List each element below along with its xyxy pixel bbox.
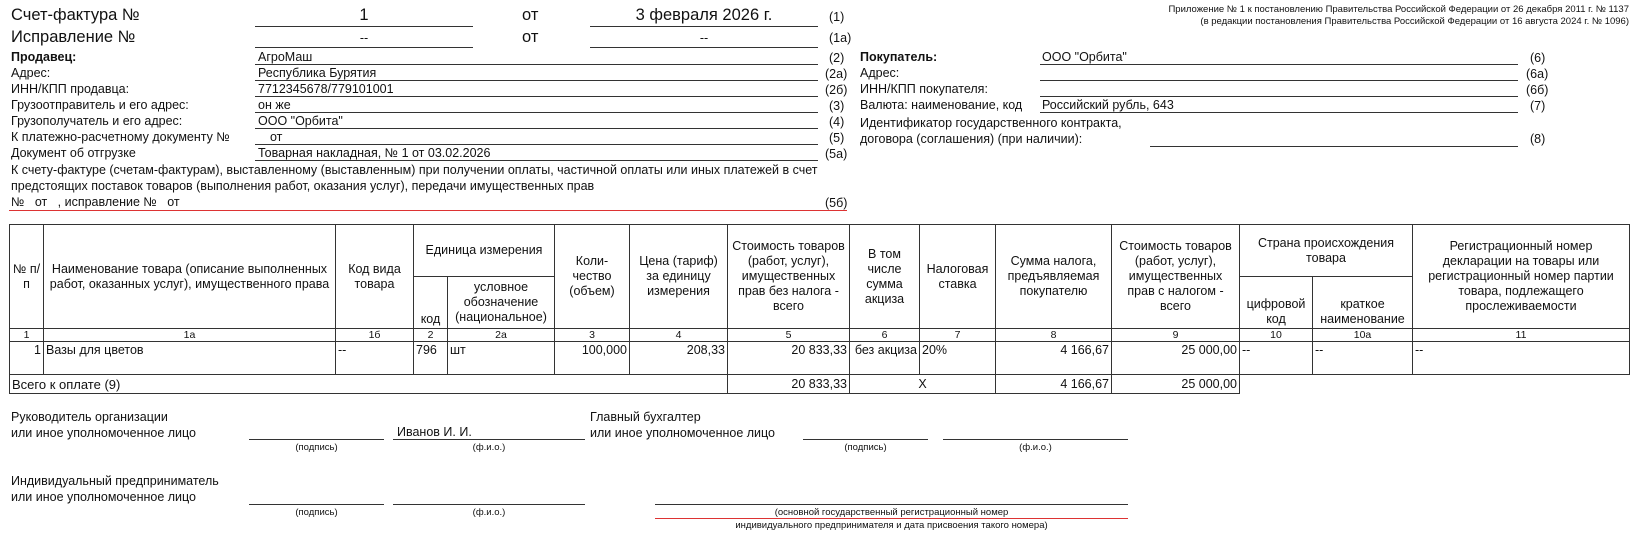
cell-num: 1 — [10, 342, 44, 375]
currency-label: Валюта: наименование, код — [860, 98, 1023, 112]
accountant-fio-line — [943, 439, 1128, 440]
contract-line2: договора (соглашения) (при наличии): — [860, 132, 1083, 146]
th-country-code: цифровой код — [1240, 277, 1313, 329]
accountant-signature-line — [803, 439, 928, 440]
seller-value: АгроМаш — [258, 50, 313, 64]
consignee-value: ООО "Орбита" — [258, 114, 343, 128]
advance-code: (5б) — [825, 196, 848, 210]
total-excise: Х — [850, 375, 996, 394]
col-number: 1 — [10, 329, 44, 342]
seller-address-value: Республика Бурятия — [258, 66, 377, 80]
cell-tax-rate: 20% — [920, 342, 996, 375]
table-row — [10, 342, 1630, 375]
seller-address-code: (2а) — [825, 67, 848, 81]
total-empty — [1240, 375, 1630, 394]
shipper-value: он же — [258, 98, 291, 112]
payment-doc-code: (5) — [829, 131, 845, 145]
payment-doc-line — [255, 144, 818, 145]
ogrn-line — [655, 504, 1128, 505]
invoice-number: 1 — [359, 6, 369, 24]
cell-country-name: -- — [1313, 342, 1413, 375]
accountant-line2: или иное уполномоченное лицо — [590, 426, 776, 440]
cell-country-code: -- — [1240, 342, 1313, 375]
correction-number-line — [255, 47, 473, 48]
head-line1: Руководитель организации — [11, 410, 168, 424]
appendix-line2: (в редакции постановления Правительства Российской Федерации от 16 августа 2024 г. № 1096) — [1200, 16, 1629, 27]
ogrn-caption1: (основной государственный регистрационный номер — [774, 507, 1009, 518]
advance-line2: предстоящих поставок товаров (выполнения работ, оказания услуг), передачи имущественных прав — [11, 179, 595, 193]
col-number: 9 — [1112, 329, 1240, 342]
th-country-name: краткое наименование — [1313, 277, 1413, 329]
buyer-inn-label: ИНН/КПП покупателя: — [860, 82, 988, 96]
th-country: Страна происхождения товара — [1240, 225, 1413, 277]
entrepreneur-signature-caption: (подпись) — [295, 507, 338, 518]
shipper-code: (3) — [829, 99, 845, 113]
col-number: 5 — [728, 329, 850, 342]
col-number: 11 — [1413, 329, 1630, 342]
total-cost-no-tax: 20 833,33 — [728, 375, 850, 394]
th-unit-name: условное обозначение (национальное) — [448, 277, 555, 329]
cell-price: 208,33 — [630, 342, 728, 375]
cell-unit-code: 796 — [414, 342, 448, 375]
seller-label: Продавец: — [11, 50, 77, 64]
cell-unit-name: шт — [448, 342, 555, 375]
col-number: 1а — [44, 329, 336, 342]
col-number: 4 — [630, 329, 728, 342]
entrepreneur-line2: или иное уполномоченное лицо — [11, 490, 197, 504]
head-signature-line — [249, 439, 384, 440]
total-cost-with-tax: 25 000,00 — [1112, 375, 1240, 394]
ogrn-caption2: индивидуального предпринимателя и дата присвоения такого номера) — [735, 520, 1048, 531]
currency-code: (7) — [1530, 99, 1546, 113]
seller-address-line — [255, 80, 818, 81]
seller-inn-label: ИНН/КПП продавца: — [11, 82, 130, 96]
invoice-from-label: от — [522, 6, 539, 24]
col-number: 6 — [850, 329, 920, 342]
consignee-line — [255, 128, 818, 129]
cell-cost-no-tax: 20 833,33 — [728, 342, 850, 375]
th-qty: Коли-чество (объем) — [555, 225, 630, 329]
th-unit-code: код — [414, 277, 448, 329]
buyer-line — [1040, 64, 1518, 65]
head-name: Иванов И. И. — [397, 425, 472, 439]
total-tax-sum: 4 166,67 — [996, 375, 1112, 394]
buyer-address-line — [1040, 80, 1518, 81]
entrepreneur-line1: Индивидуальный предприниматель — [11, 474, 219, 488]
accountant-signature-caption: (подпись) — [844, 442, 887, 453]
total-label: Всего к оплате (9) — [10, 375, 728, 394]
consignee-code: (4) — [829, 115, 845, 129]
col-number: 10 — [1240, 329, 1313, 342]
total-row — [10, 375, 1630, 394]
buyer-value: ООО "Орбита" — [1042, 50, 1127, 64]
th-num: № п/п — [10, 225, 44, 329]
buyer-inn-line — [1040, 96, 1518, 97]
buyer-label: Покупатель: — [860, 50, 938, 64]
invoice-label: Счет-фактура № — [11, 6, 140, 24]
invoice-date: 3 февраля 2026 г. — [635, 6, 773, 24]
th-tax-sum: Сумма налога, предъявляемая покупателю — [996, 225, 1112, 329]
contract-line — [1150, 146, 1518, 147]
th-kind-code: Код вида товара — [336, 225, 414, 329]
seller-inn-code: (2б) — [825, 83, 848, 97]
entrepreneur-fio-line — [393, 504, 585, 505]
shipment-doc-label: Документ об отгрузке — [11, 146, 136, 160]
invoice-table — [9, 224, 1630, 394]
buyer-address-label: Адрес: — [860, 66, 900, 80]
seller-inn-value: 7712345678/779101001 — [258, 82, 394, 96]
th-tax-rate: Налоговая ставка — [920, 225, 996, 329]
col-number: 8 — [996, 329, 1112, 342]
shipment-doc-line — [255, 160, 818, 161]
payment-doc-label: К платежно-расчетному документу № — [11, 130, 230, 144]
accountant-line1: Главный бухгалтер — [590, 410, 701, 424]
currency-line — [1040, 112, 1518, 113]
col-number: 3 — [555, 329, 630, 342]
correction-code: (1а) — [829, 31, 852, 45]
seller-code: (2) — [829, 51, 845, 65]
consignee-label: Грузополучатель и его адрес: — [11, 114, 183, 128]
contract-line1: Идентификатор государственного контракта, — [860, 116, 1122, 130]
col-number: 1б — [336, 329, 414, 342]
seller-inn-line — [255, 96, 818, 97]
appendix-line1: Приложение № 1 к постановлению Правительства Российской Федерации от 26 декабря 2011 г. № 1137 — [1168, 4, 1629, 15]
entrepreneur-fio-caption: (ф.и.о.) — [472, 507, 506, 518]
advance-red-line — [9, 210, 847, 211]
correction-label: Исправление № — [11, 28, 136, 46]
buyer-inn-code: (6б) — [1526, 83, 1549, 97]
buyer-address-code: (6а) — [1526, 67, 1549, 81]
invoice-date-line — [590, 26, 818, 27]
col-number: 7 — [920, 329, 996, 342]
invoice-code: (1) — [829, 10, 845, 24]
currency-value: Российский рубль, 643 — [1042, 98, 1174, 112]
cell-cost-with-tax: 25 000,00 — [1112, 342, 1240, 375]
cell-qty: 100,000 — [555, 342, 630, 375]
head-line2: или иное уполномоченное лицо — [11, 426, 197, 440]
shipper-line — [255, 112, 818, 113]
seller-address-label: Адрес: — [11, 66, 51, 80]
shipment-doc-code: (5а) — [825, 147, 848, 161]
cell-reg-number: -- — [1413, 342, 1630, 375]
advance-line1: К счету-фактуре (счетам-фактурам), выставленному (выставленным) при получении оплаты, частичной оплаты или иных платежей в счет — [11, 163, 818, 177]
th-excise: В том числе сумма акциза — [850, 225, 920, 329]
advance-line3: № от , исправление № от — [11, 195, 180, 209]
invoice-number-line — [255, 26, 473, 27]
col-number: 2а — [448, 329, 555, 342]
column-numbers-row — [10, 329, 1630, 342]
th-cost-with-tax: Стоимость товаров (работ, услуг), имущественных прав с налогом - всего — [1112, 225, 1240, 329]
correction-number: -- — [359, 31, 369, 45]
cell-name: Вазы для цветов — [44, 342, 336, 375]
ogrn-red-line — [655, 518, 1128, 519]
payment-doc-value: от — [270, 130, 283, 144]
accountant-fio-caption: (ф.и.о.) — [1019, 442, 1052, 453]
th-reg-number: Регистрационный номер декларации на товары или регистрационный номер партии товара, подлежащего прослеживаемости — [1413, 225, 1630, 329]
correction-from-label: от — [522, 28, 539, 46]
contract-code: (8) — [1530, 132, 1546, 146]
th-unit: Единица измерения — [414, 225, 555, 277]
shipper-label: Грузоотправитель и его адрес: — [11, 98, 189, 112]
th-price: Цена (тариф) за единицу измерения — [630, 225, 728, 329]
cell-excise: без акциза — [850, 342, 920, 375]
th-cost-no-tax: Стоимость товаров (работ, услуг), имущественных прав без налога - всего — [728, 225, 850, 329]
correction-date: -- — [699, 31, 709, 45]
correction-date-line — [590, 47, 818, 48]
head-signature-caption: (подпись) — [295, 442, 338, 453]
head-fio-caption: (ф.и.о.) — [472, 442, 506, 453]
cell-kind-code: -- — [336, 342, 414, 375]
head-fio-line — [393, 439, 585, 440]
buyer-code: (6) — [1530, 51, 1546, 65]
shipment-doc-value: Товарная накладная, № 1 от 03.02.2026 — [258, 146, 491, 160]
cell-tax-sum: 4 166,67 — [996, 342, 1112, 375]
entrepreneur-signature-line — [249, 504, 384, 505]
col-number: 10а — [1313, 329, 1413, 342]
th-name: Наименование товара (описание выполненных работ, оказанных услуг), имущественного права — [44, 225, 336, 329]
seller-line — [255, 64, 818, 65]
col-number: 2 — [414, 329, 448, 342]
